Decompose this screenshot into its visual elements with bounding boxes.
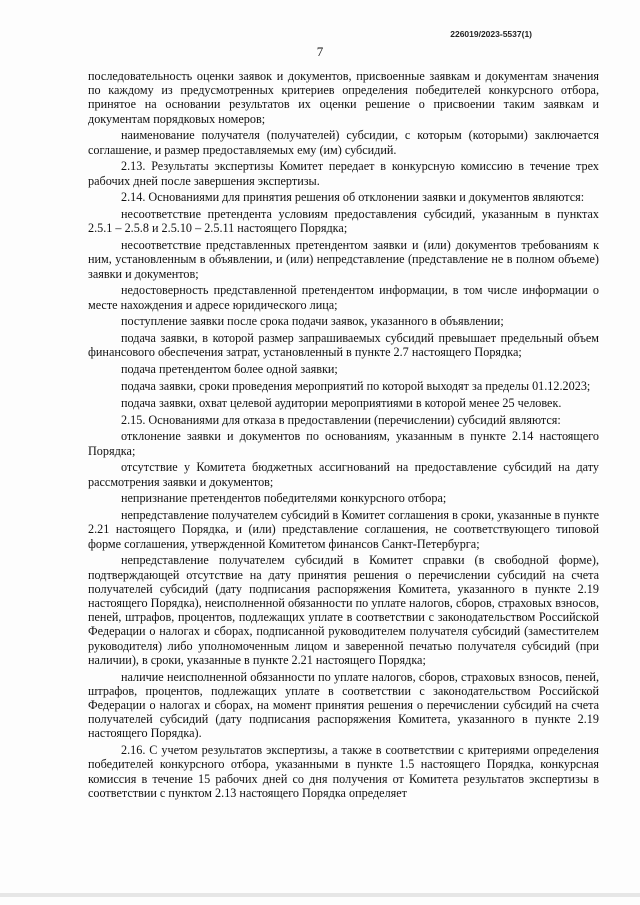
paragraph: недостоверность представленной претендентом информации, в том числе информации о месте нахождения и адресе юридического лица; [88, 283, 599, 312]
paragraph: несоответствие претендента условиям предоставления субсидий, указанным в пунктах 2.5.1 – 2.5.8 и 2.5.10 – 2.5.11 настоящего Порядка; [88, 207, 599, 236]
page-number: 7 [316, 44, 324, 59]
page-bottom-edge [0, 893, 640, 897]
paragraph: поступление заявки после срока подачи заявок, указанного в объявлении; [121, 314, 504, 329]
document-body [88, 69, 599, 803]
paragraph: непредставление получателем субсидий в Комитет справки (в свободной форме), подтверждающей отсутствие на дату принятия решения о перечислении субсидий на счета получателей субсидий (дату подписания распоряжения Комитета, указанного в пункте 2.19 настоящего Порядка), неисполненной обязанности по уплате налогов, сборов, страховых взносов, пеней, штрафов, процентов, подлежащих уплате в соответствии с законодательством Российской Федерации о налогах и сборах, подписанной руководителем получателя субсидий (заместителем руководителя) либо уполномоченным лицом и заверенной печатью получателя субсидий (при наличии), в сроки, указанные в пункте 2.21 настоящего Порядка; [88, 553, 599, 667]
paragraph: несоответствие представленных претендентом заявки и (или) документов требованиям к ним, установленным в объявлении, и (или) непредставление (представление не в полном объеме) заявки и документов; [88, 238, 599, 281]
paragraph: 2.16. С учетом результатов экспертизы, а также в соответствии с критериями определения победителей конкурсного отбора, указанными в пункте 1.5 настоящего Порядка, конкурсная комиссия в течение 15 рабочих дней со дня получения от Комитета результатов экспертизы в соответствии с пунктом 2.13 настоящего Порядка определяет [88, 743, 599, 800]
paragraph: подача заявки, в которой размер запрашиваемых субсидий превышает предельный объем финансового обеспечения затрат, установленный в пункте 2.7 настоящего Порядка; [88, 331, 599, 360]
paragraph: 2.15. Основаниями для отказа в предоставлении (перечислении) субсидий являются: [121, 412, 561, 427]
document-number: 226019/2023-5537(1) [450, 29, 532, 39]
paragraph: последовательность оценки заявок и документов, присвоенные заявкам и документам значения по каждому из предусмотренных критериев определения победителей конкурсного отбора, принятое на основании результатов их оценки решение о присвоении таким заявкам и документам порядковых номеров; [88, 69, 599, 126]
paragraph: подача претендентом более одной заявки; [121, 362, 338, 377]
paragraph: отсутствие у Комитета бюджетных ассигнований на предоставление субсидий на дату рассмотрения заявки и документов; [88, 460, 599, 489]
paragraph: непризнание претендентов победителями конкурсного отбора; [121, 491, 447, 506]
paragraph: отклонение заявки и документов по основаниям, указанным в пункте 2.14 настоящего Порядка; [88, 429, 599, 458]
paragraph: 2.14. Основаниями для принятия решения об отклонении заявки и документов являются: [121, 190, 585, 205]
paragraph: наименование получателя (получателей) субсидии, с которым (которыми) заключается соглашение, и размер предоставляемых ему (им) субсидий. [88, 128, 599, 157]
paragraph: непредставление получателем субсидий в Комитет соглашения в сроки, указанные в пункте 2.21 настоящего Порядка, и (или) представление соглашения, не соответствующего типовой форме соглашения, утвержденной Комитетом финансов Санкт-Петербурга; [88, 508, 599, 551]
paragraph: подача заявки, охват целевой аудитории мероприятиями в которой менее 25 человек. [121, 395, 562, 410]
paragraph: подача заявки, сроки проведения мероприятий по которой выходят за пределы 01.12.2023; [121, 379, 591, 393]
paragraph: 2.13. Результаты экспертизы Комитет передает в конкурсную комиссию в течение трех рабочих дней после завершения экспертизы. [88, 159, 599, 188]
paragraph: наличие неисполненной обязанности по уплате налогов, сборов, страховых взносов, пеней, штрафов, процентов, подлежащих уплате в соответствии с законодательством Российской Федерации о налогах и сборах, на момент принятия решения о перечислении субсидий на счета получателей субсидий (дату подписания распоряжения Комитета, указанного в пункте 2.19 настоящего Порядка). [88, 669, 599, 741]
